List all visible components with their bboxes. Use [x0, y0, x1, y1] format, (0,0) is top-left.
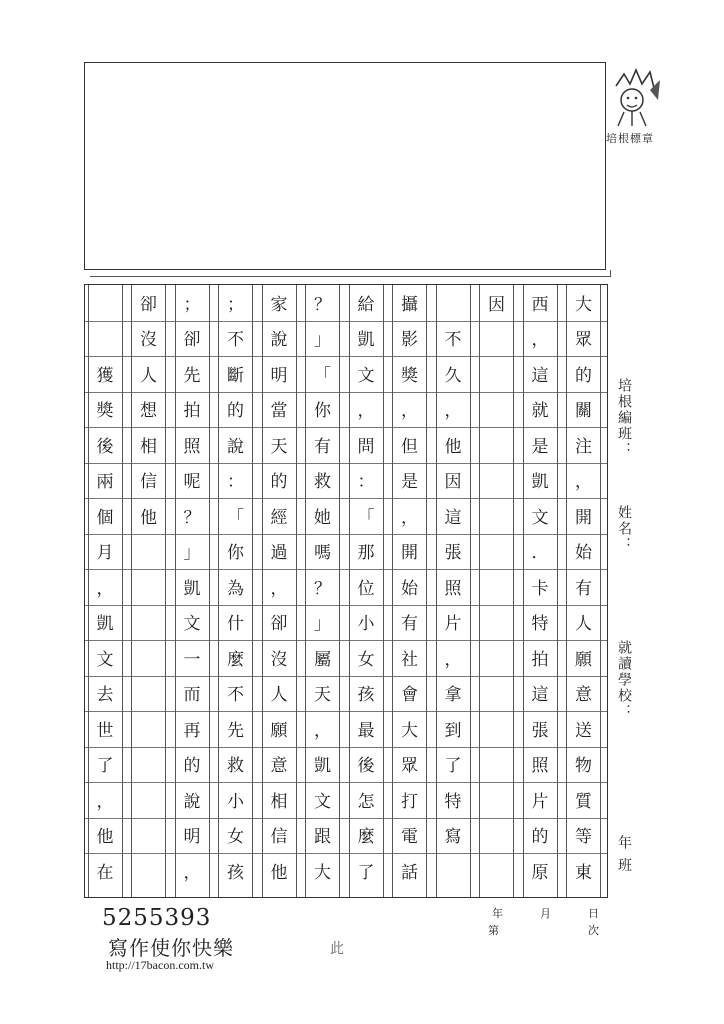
grid-cell: 質	[575, 791, 592, 812]
grid-cell: 大	[314, 862, 331, 883]
grid-cell: ，	[401, 401, 418, 421]
grid-cell: 獎	[96, 401, 114, 421]
grid-cell	[436, 285, 471, 319]
grid-cell: ，	[183, 862, 201, 883]
grid-cell: 信	[270, 827, 288, 847]
grid-cell	[479, 676, 514, 710]
grid-cell: 有	[314, 436, 331, 457]
grid-cell: 會	[401, 685, 418, 705]
grid-cell: 凱	[183, 578, 201, 599]
grid-cell: 什	[227, 614, 244, 634]
grid-cell	[479, 640, 514, 674]
grid-cell: 開	[401, 543, 418, 563]
grid-cell: 西	[531, 294, 549, 315]
grid-cell: ，	[314, 720, 331, 741]
grid-cell	[131, 676, 166, 710]
grid-cell: 有	[401, 614, 418, 634]
grid-cell: 」	[314, 330, 331, 350]
grid-cell: 相	[270, 791, 288, 812]
grid-cell: 再	[183, 720, 201, 741]
grid-cell: 話	[401, 862, 418, 883]
grid-cell: 說	[270, 330, 288, 350]
grid-cell: 給	[357, 294, 375, 315]
grid-cell: 明	[183, 827, 201, 847]
comment-box-shadow	[90, 270, 611, 277]
grid-cell: 孩	[227, 862, 244, 883]
grid-cell: 家	[270, 294, 288, 315]
grid-cell: 眾	[401, 756, 418, 776]
grid-cell: 最	[357, 720, 375, 741]
grid-cell: 經	[270, 507, 288, 528]
grid-cell: 文	[531, 507, 549, 528]
grid-cell	[131, 640, 166, 674]
grid-cell: 的	[183, 756, 201, 776]
grid-cell: 了	[444, 756, 462, 776]
grid-cell	[131, 605, 166, 639]
grid-cell	[479, 463, 514, 497]
grid-cell: 麼	[357, 827, 375, 847]
grid-cell: 卡	[531, 578, 549, 599]
grid-cell: 物	[575, 756, 592, 776]
grid-cell: ，	[401, 507, 418, 528]
grid-cell: 他	[444, 436, 462, 457]
grid-cell	[88, 285, 123, 319]
grid-cell: 特	[531, 614, 549, 634]
grid-cell: 張	[444, 543, 462, 563]
grid-cell: 相	[140, 436, 157, 457]
grid-cell: 而	[183, 685, 201, 705]
grid-cell: 先	[227, 720, 244, 741]
grid-cell	[479, 534, 514, 568]
grid-cell: 斷	[227, 365, 244, 386]
grid-cell: 凱	[531, 472, 549, 492]
grid-cell: 是	[531, 436, 549, 457]
grid-cell: 天	[270, 436, 288, 457]
bacon-mascot-stamp	[606, 60, 666, 130]
grid-cell: 他	[96, 827, 114, 847]
date-year: 年	[492, 907, 503, 920]
website-url: http://17bacon.com.tw	[106, 958, 214, 972]
grid-cell: ；	[227, 294, 244, 315]
grid-cell: 」	[183, 543, 201, 563]
grid-cell: 這	[444, 507, 462, 528]
grid-cell: ，	[357, 401, 375, 421]
grid-cell: 始	[401, 578, 418, 599]
grid-cell: 願	[575, 649, 592, 670]
grid-cell: 電	[401, 827, 418, 847]
grid-cell: 獎	[401, 365, 418, 386]
grid-cell: ，	[96, 791, 114, 812]
grid-cell: 文	[357, 365, 375, 386]
grid-cell: ，	[444, 401, 462, 421]
grid-cell	[479, 711, 514, 745]
grid-cell: 大	[401, 720, 418, 741]
grid-cell: 小	[357, 614, 375, 634]
grid-cell: 救	[227, 756, 244, 776]
stray-mark: 此	[330, 941, 344, 957]
grid-cell: 關	[575, 401, 592, 421]
grid-cell: 世	[96, 720, 114, 741]
grid-cell: 一	[183, 649, 201, 670]
date-ordinal: 第	[488, 924, 499, 937]
grid-cell: 後	[96, 436, 114, 457]
grid-cell: 了	[96, 756, 114, 776]
grid-cell: 問	[357, 436, 375, 457]
grid-cell: 張	[531, 720, 549, 741]
grid-cell	[131, 534, 166, 568]
grid-cell: 片	[531, 791, 549, 812]
grid-cell: 等	[575, 827, 592, 847]
grid-cell: 願	[270, 720, 288, 741]
grid-cell: 嗎	[314, 543, 331, 563]
grid-cell: 是	[401, 472, 418, 492]
grid-cell	[479, 782, 514, 816]
grid-cell	[479, 427, 514, 461]
grid-cell: ？	[314, 578, 331, 599]
grid-cell: 去	[96, 685, 114, 705]
grid-cell: 眾	[575, 330, 592, 350]
grid-cell: 沒	[140, 330, 157, 350]
grid-cell: 這	[531, 365, 549, 386]
grid-cell: 拍	[183, 401, 201, 421]
grid-cell: 寫	[444, 827, 462, 847]
stamp-label: 培根標章	[606, 132, 654, 145]
grid-cell	[131, 711, 166, 745]
grid-cell: 「	[314, 365, 331, 386]
grid-cell: ，	[270, 578, 288, 599]
grid-cell	[88, 321, 123, 355]
date-times: 次	[588, 924, 599, 937]
school-label: 就讀學校：	[616, 640, 632, 720]
grid-cell: 不	[444, 330, 462, 350]
grid-cell: ，	[444, 649, 462, 670]
grid-cell: 不	[227, 685, 244, 705]
grid-cell	[479, 321, 514, 355]
grid-cell	[436, 853, 471, 887]
grid-cell: 「	[357, 507, 375, 528]
grid-cell: 屬	[314, 649, 331, 670]
grid-cell: 照	[183, 436, 201, 457]
grid-cell: ；	[183, 294, 201, 315]
grid-cell: ：	[357, 472, 375, 492]
grid-cell: 她	[314, 507, 331, 528]
grid-cell: 那	[357, 543, 375, 563]
grid-cell: 攝	[401, 294, 418, 315]
name-label: 姓名：	[616, 505, 632, 553]
grid-cell: 不	[227, 330, 244, 350]
grid-cell	[131, 747, 166, 781]
grid-cell: 但	[401, 436, 418, 457]
grid-cell: 他	[140, 507, 157, 528]
grid-cell: 獲	[96, 365, 114, 386]
grid-cell: 東	[575, 862, 592, 883]
manuscript-grid	[84, 284, 608, 898]
grid-cell: 先	[183, 365, 201, 386]
grid-cell: 影	[401, 330, 418, 350]
grid-cell: 始	[575, 543, 592, 563]
grid-cell: 呢	[183, 472, 201, 492]
class-label: 培根編班：	[616, 378, 632, 458]
grid-cell: 照	[444, 578, 462, 599]
grid-cell: 了	[357, 862, 375, 883]
grid-cell: ，	[531, 330, 549, 350]
grid-cell: 說	[227, 436, 244, 457]
grid-cell: ，	[96, 578, 114, 599]
grid-cell: 凱	[96, 614, 114, 634]
grid-cell: 凱	[357, 330, 375, 350]
grid-cell: 特	[444, 791, 462, 812]
grid-cell: ？	[314, 294, 331, 315]
grid-cell	[131, 818, 166, 852]
grid-cell: ，	[575, 472, 592, 492]
grid-cell	[131, 782, 166, 816]
grid-cell: 送	[575, 720, 592, 741]
grid-cell: 說	[183, 791, 201, 812]
grid-cell: 怎	[357, 791, 375, 812]
date-month: 月	[540, 907, 551, 920]
grid-cell	[479, 605, 514, 639]
grid-cell: 想	[140, 401, 157, 421]
grid-cell: 因	[488, 294, 505, 315]
grid-cell: 沒	[270, 649, 288, 670]
essay-code: 5255393	[102, 905, 212, 931]
grid-cell: ．	[531, 543, 549, 563]
grid-cell	[479, 853, 514, 887]
grid-cell: 卻	[183, 330, 201, 350]
grid-cell: 救	[314, 472, 331, 492]
grid-cell: 的	[575, 365, 592, 386]
grid-cell: 拿	[444, 685, 462, 705]
grid-cell: 過	[270, 543, 288, 563]
grid-cell: 拍	[531, 649, 549, 670]
grid-cell: 因	[444, 472, 462, 492]
teacher-comment-box	[84, 62, 606, 270]
grid-cell	[479, 498, 514, 532]
grid-cell: 麼	[227, 649, 244, 670]
grid-cell: 人	[575, 614, 592, 634]
grid-cell: 你	[227, 543, 244, 563]
grid-cell: 卻	[140, 294, 157, 315]
grid-cell: 在	[96, 862, 114, 883]
grid-cell: 月	[96, 543, 114, 563]
grid-cell: 文	[183, 614, 201, 634]
grid-cell	[131, 569, 166, 603]
date-day: 日	[588, 907, 599, 920]
grid-cell: 明	[270, 365, 288, 386]
grid-cell: 當	[270, 401, 288, 421]
grid-cell	[479, 818, 514, 852]
grid-cell: 注	[575, 436, 592, 457]
grid-cell	[479, 569, 514, 603]
grid-cell: 社	[401, 649, 418, 670]
grid-cell: 打	[401, 791, 418, 812]
grid-cell: 到	[444, 720, 462, 741]
grid-cell: 就	[531, 401, 549, 421]
grid-cell: 人	[140, 365, 157, 386]
grid-cell: ：	[227, 472, 244, 492]
grid-cell: 有	[575, 578, 592, 599]
grid-cell: 孩	[357, 685, 375, 705]
grid-cell: 大	[575, 294, 592, 315]
grid-cell: 天	[314, 685, 331, 705]
grid-cell: 開	[575, 507, 592, 528]
grid-cell	[131, 853, 166, 887]
grid-cell: 的	[227, 401, 244, 421]
grade-label: 年 班	[616, 835, 632, 874]
grid-cell: 後	[357, 756, 375, 776]
grid-cell: 小	[227, 791, 244, 812]
grid-cell: 人	[270, 685, 288, 705]
grid-cell: 意	[270, 756, 288, 776]
grid-cell: 卻	[270, 614, 288, 634]
grid-cell: 女	[227, 827, 244, 847]
grid-cell: 兩	[96, 472, 114, 492]
grid-cell: 「	[227, 507, 244, 528]
grid-cell: 你	[314, 401, 331, 421]
slogan: 寫作使你快樂	[108, 936, 234, 960]
grid-cell: 久	[444, 365, 462, 386]
grid-cell: 他	[270, 862, 288, 883]
grid-cell: 照	[531, 756, 549, 776]
grid-cell: 凱	[314, 756, 331, 776]
grid-cell: 女	[357, 649, 375, 670]
grid-cell: 這	[531, 685, 549, 705]
grid-cell: 個	[96, 507, 114, 528]
grid-cell: 跟	[314, 827, 331, 847]
grid-cell	[479, 356, 514, 390]
grid-cell	[479, 392, 514, 426]
grid-cell: ？	[183, 507, 201, 528]
grid-cell	[479, 747, 514, 781]
grid-cell: 文	[314, 791, 331, 812]
grid-cell: 位	[357, 578, 375, 599]
grid-cell: 為	[227, 578, 244, 599]
grid-cell: 片	[444, 614, 462, 634]
grid-cell: 的	[531, 827, 549, 847]
grid-cell: 信	[140, 472, 157, 492]
grid-cell: 」	[314, 614, 331, 634]
grid-cell: 的	[270, 472, 288, 492]
grid-cell: 原	[531, 862, 549, 883]
grid-cell: 文	[96, 649, 114, 670]
grid-cell: 意	[575, 685, 592, 705]
